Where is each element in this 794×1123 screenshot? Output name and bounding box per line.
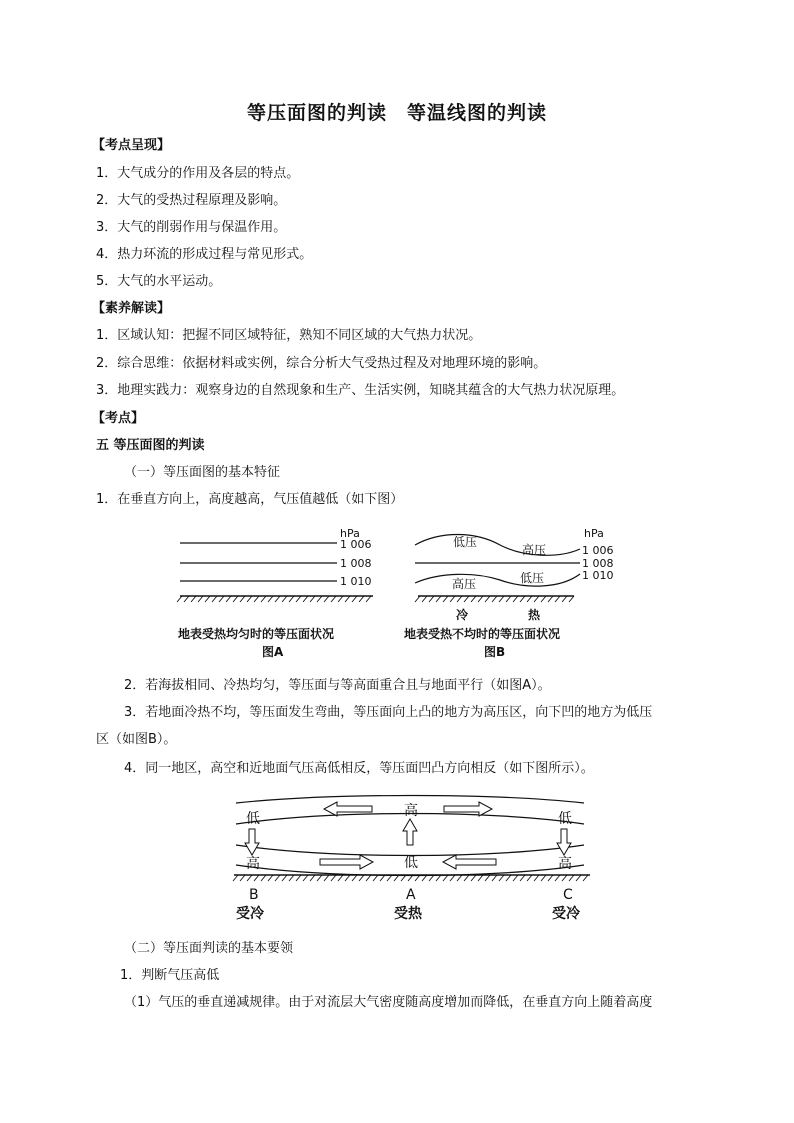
- circ-point-a: A: [406, 887, 416, 903]
- arrow-up-center: [403, 819, 417, 845]
- circ-cold-c: 受冷: [552, 906, 580, 922]
- figure-b-upper-low: 低压: [453, 535, 478, 549]
- literacy-item-1: 1．区域认知：把握不同区域特征，熟知不同区域的大气热力状况。: [96, 328, 482, 343]
- paragraph-5: 1．判断气压高低: [120, 968, 220, 983]
- figure-a: [177, 527, 373, 659]
- heading-points: 【考点】: [92, 411, 145, 426]
- isobar-b-1010: [415, 574, 580, 586]
- figure-a-caption: 地表受热均匀时的等压面状况: [178, 627, 335, 641]
- figure-a-level-1006: 1 006: [340, 538, 372, 551]
- presentation-item-4: 4．热力环流的形成过程与常见形式。: [96, 247, 313, 262]
- figure-b-cold: 冷: [456, 608, 469, 622]
- circ-point-b: B: [249, 887, 259, 903]
- circ-top-right-low: 低: [558, 811, 572, 827]
- figure-a-label: 图A: [262, 645, 284, 659]
- presentation-item-2: 2．大气的受热过程原理及影响。: [96, 193, 287, 208]
- paragraph-6: （1）气压的垂直递减规律。由于对流层大气密度随高度增加而降低，在垂直方向上随着高度: [124, 995, 653, 1010]
- ground-b-hatch: [415, 596, 574, 602]
- figure-a-unit: hPa: [340, 527, 360, 540]
- presentation-item-3: 3．大气的削弱作用与保温作用。: [96, 220, 287, 235]
- literacy-item-2: 2．综合思维：依据材料或实例，综合分析大气受热过程及对地理环境的影响。: [96, 356, 547, 371]
- figure-b-caption: 地表受热不均时的等压面状况: [404, 627, 561, 641]
- figure-circulation: [232, 793, 592, 923]
- presentation-item-1: 1．大气成分的作用及各层的特点。: [96, 166, 300, 181]
- arrow-down-left: [245, 829, 259, 855]
- isobar-top-1: [236, 796, 584, 804]
- page-title: 等压面图的判读 等温线图的判读: [246, 102, 547, 124]
- figure-b-level-1010: 1 010: [582, 569, 614, 582]
- figure-b: [404, 527, 614, 659]
- figure-b-upper-high: 高压: [522, 543, 547, 557]
- arrow-down-right: [557, 829, 571, 855]
- heading-presentation: 【考点呈现】: [92, 138, 171, 153]
- figure-b-level-1006: 1 006: [582, 544, 614, 557]
- presentation-item-5: 5．大气的水平运动。: [96, 274, 222, 289]
- subheading-isobaric: 五 等压面图的判读: [96, 438, 205, 453]
- part2-title: （二）等压面判读的基本要领: [124, 941, 294, 956]
- paragraph-3a: 3．若地面冷热不均，等压面发生弯曲，等压面向上凸的地方为高压区，向下凹的地方为低压: [124, 705, 653, 720]
- part1-title: （一）等压面图的基本特征: [124, 465, 281, 480]
- arrow-bottom-right: [320, 855, 373, 869]
- figure-b-lower-high: 高压: [452, 577, 477, 591]
- circ-hot-a: 受热: [394, 906, 422, 922]
- paragraph-2: 2．若海拔相同、冷热均匀，等压面与等高面重合且与地面平行（如图A）。: [124, 678, 551, 693]
- figure-b-hot: 热: [528, 608, 541, 622]
- circ-top-left-low: 低: [246, 811, 260, 827]
- figure-b-unit: hPa: [584, 527, 604, 540]
- paragraph-3b: 区（如图B）。: [96, 732, 177, 747]
- isobar-bottom-1: [236, 845, 584, 856]
- circ-cold-b: 受冷: [236, 906, 264, 922]
- figure-a-level-1008: 1 008: [340, 557, 372, 570]
- figure-a-level-1010: 1 010: [340, 575, 372, 588]
- circ-bottom-left-high: 高: [246, 856, 260, 872]
- circ-point-c: C: [563, 887, 573, 903]
- circ-bottom-mid-low: 低: [404, 855, 418, 871]
- figure-b-lower-low: 低压: [520, 571, 545, 585]
- paragraph-4: 4．同一地区，高空和近地面气压高低相反，等压面凹凸方向相反（如下图所示）。: [124, 761, 594, 776]
- paragraph-1: 1．在垂直方向上，高度越高，气压值越低（如下图）: [96, 492, 404, 507]
- figure-b-label: 图B: [484, 645, 506, 659]
- arrow-bottom-left: [443, 855, 496, 869]
- heading-literacy: 【素养解读】: [92, 301, 171, 316]
- isobar-b-1006: [415, 535, 580, 556]
- circ-bottom-right-high: 高: [558, 856, 572, 872]
- ground-a-hatch: [177, 596, 371, 602]
- figure-ab: [170, 522, 614, 662]
- figure-b-level-1008: 1 008: [582, 557, 614, 570]
- literacy-item-3: 3．地理实践力：观察身边的自然现象和生产、生活实例，知晓其蕴含的大气热力状况原理。: [96, 383, 625, 398]
- circ-top-high: 高: [404, 803, 418, 819]
